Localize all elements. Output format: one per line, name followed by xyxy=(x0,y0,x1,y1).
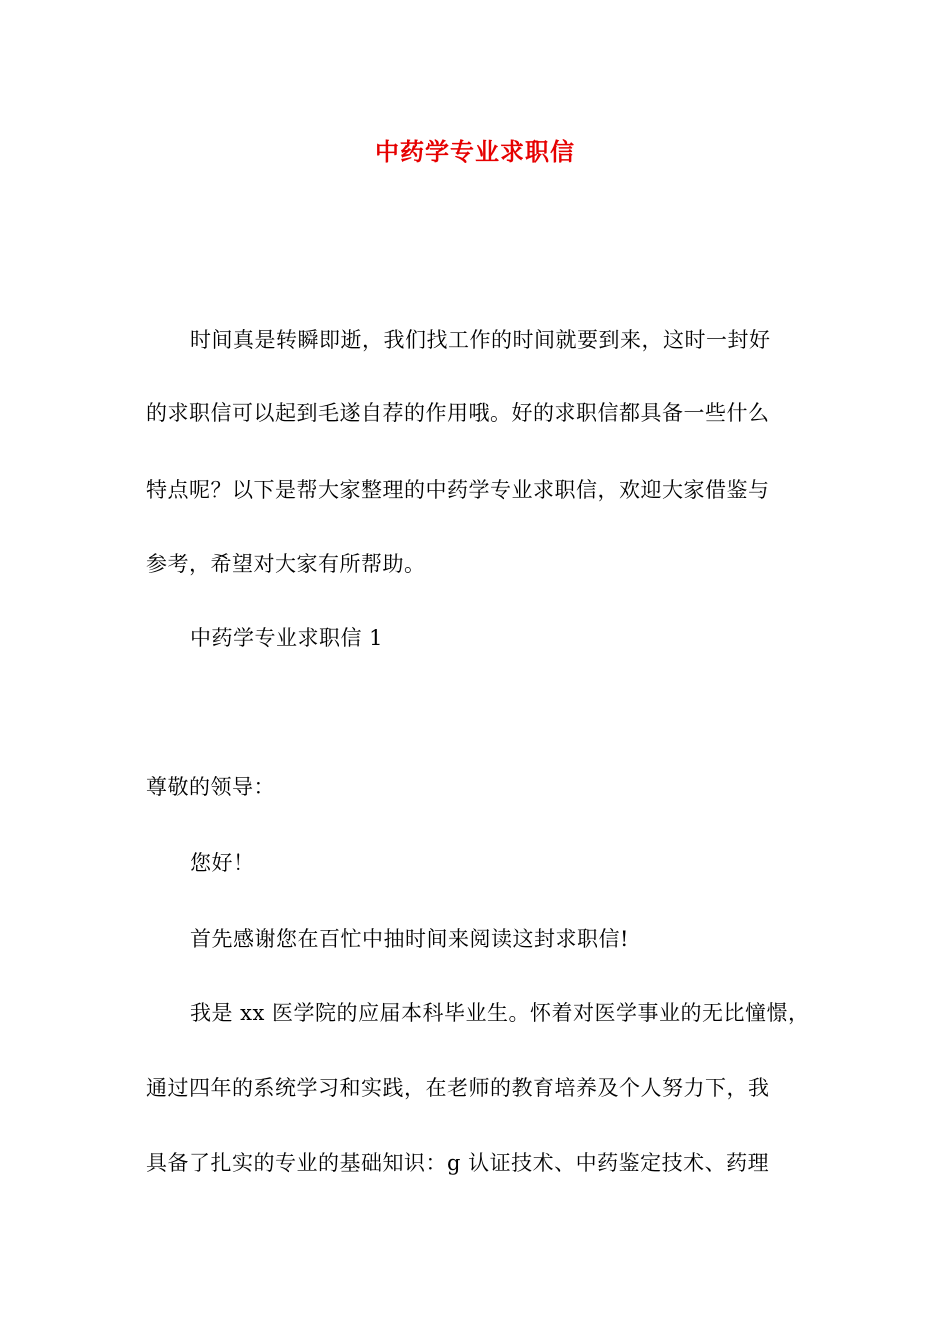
document-body xyxy=(146,0,810,1344)
body-line-2: 通过四年的系统学习和实践，在老师的教育培养及个人努力下，我 xyxy=(146,1076,770,1100)
intro-line-2: 的求职信可以起到毛遂自荐的作用哦。好的求职信都具备一些什么 xyxy=(146,401,770,425)
intro-line-3: 特点呢？以下是帮大家整理的中药学专业求职信，欢迎大家借鉴与 xyxy=(146,478,770,502)
intro-line-1: 时间真是转瞬即逝，我们找工作的时间就要到来，这时一封好 xyxy=(190,328,771,352)
document-title: 中药学专业求职信 xyxy=(375,137,575,166)
section-heading: 中药学专业求职信 1 xyxy=(190,626,384,650)
intro-line-4: 参考，希望对大家有所帮助。 xyxy=(146,552,426,576)
greeting: 您好！ xyxy=(190,851,255,875)
body-line-1: 我是 xx 医学院的应届本科毕业生。怀着对医学事业的无比憧憬， xyxy=(190,1001,810,1025)
thanks-line: 首先感谢您在百忙中抽时间来阅读这封求职信! xyxy=(190,927,629,951)
body-line-3: 具备了扎实的专业的基础知识：g 认证技术、中药鉴定技术、药理 xyxy=(146,1151,770,1175)
salutation: 尊敬的领导： xyxy=(146,775,275,799)
